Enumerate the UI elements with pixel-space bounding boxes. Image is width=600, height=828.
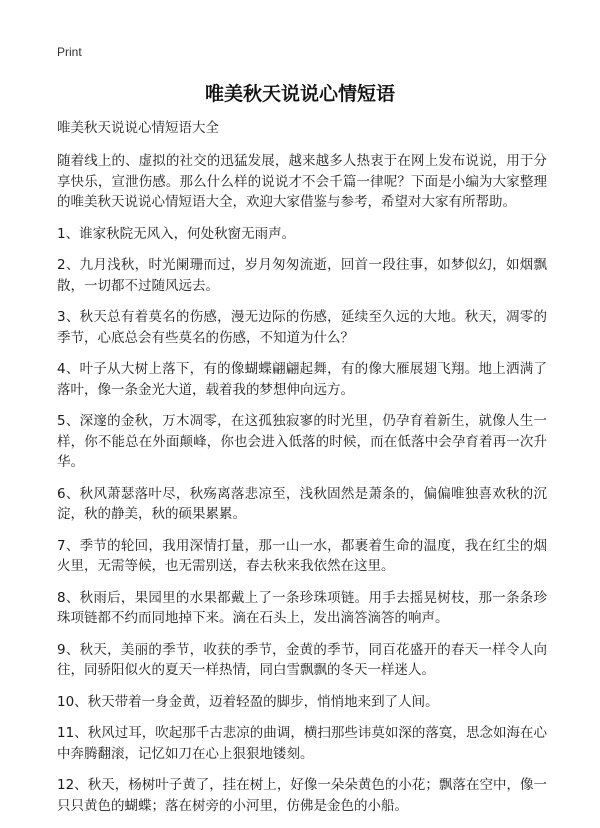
list-item: 10、秋天带着一身金黄，迈着轻盈的脚步，悄悄地来到了人间。 — [57, 693, 439, 710]
list-item: 2、九月浅秋，时光阑珊而过，岁月匆匆流逝，回首一段往事，如梦似幻，如烟飘散，一切都不过随风远去。 — [57, 257, 547, 294]
list-item: 9、秋天，美丽的季节，收获的季节，金黄的季节，同百花盛开的春天一样令人向往，同骄阳似火的夏天一样热情，同白雪飘飘的冬天一样迷人。 — [57, 641, 547, 678]
list-item: 12、秋天，杨树叶子黄了，挂在树上，好像一朵朵黄色的小花；飘落在空中，像一只只黄色的蝴蝶；落在树旁的小河里，仿佛是金色的小船。 — [57, 777, 547, 814]
list-item: 3、秋天总有着莫名的伤感，漫无边际的伤感，延续至久远的大地。秋天，凋零的季节，心底总会有些莫名的伤感，不知道为什么？ — [57, 309, 547, 346]
list-item: 11、秋风过耳，吹起那千古悲凉的曲调，横扫那些讳莫如深的落寞，思念如海在心中奔腾翻滚，记忆如刀在心上狠狠地镂刻。 — [57, 725, 547, 762]
intro-paragraph: 随着线上的、虚拟的社交的迅猛发展，越来越多人热衷于在网上发布说说，用于分享快乐，宣泄伤感。那么什么样的说说才不会千篇一律呢？下面是小编为大家整理的唯美秋天说说心情短语大全，欢迎大家借鉴与参考，希望对大家有所帮助。 — [57, 153, 547, 210]
print-label: Print — [57, 45, 82, 59]
list-item: 5、深邃的金秋，万木凋零，在这孤独寂寥的时光里，仍孕育着新生，就像人生一样，你不能总在外面颠峰，你也会进入低落的时候，而在低落中会孕育着再一次升华。 — [57, 413, 547, 470]
list-item: 4、叶子从大树上落下，有的像蝴蝶翩翩起舞，有的像大雁展翅飞翔。地上洒满了落叶，像一条金光大道，载着我的梦想伸向远方。 — [57, 361, 547, 398]
article-subtitle: 唯美秋天说说心情短语大全 — [57, 120, 219, 136]
list-item: 1、谁家秋院无风入，何处秋窗无雨声。 — [57, 225, 296, 242]
page-title: 唯美秋天说说心情短语 — [204, 83, 395, 105]
list-item: 6、秋风萧瑟落叶尽，秋殇离落悲凉至，浅秋固然是萧条的，偏偏唯独喜欢秋的沉淀，秋的静美，秋的硕果累累。 — [57, 485, 547, 522]
list-item: 7、季节的轮回，我用深情打量，那一山一水，都裹着生命的温度，我在红尘的烟火里，无需等候，也无需别送，春去秋来我依然在这里。 — [57, 537, 547, 574]
article-body — [57, 118, 547, 827]
list-item: 8、秋雨后，果园里的水果都戴上了一条珍珠项链。用手去摇晃树枝，那一条条珍珠项链都不约而同地掉下来。滴在石头上，发出滴答滴答的响声。 — [57, 589, 547, 626]
